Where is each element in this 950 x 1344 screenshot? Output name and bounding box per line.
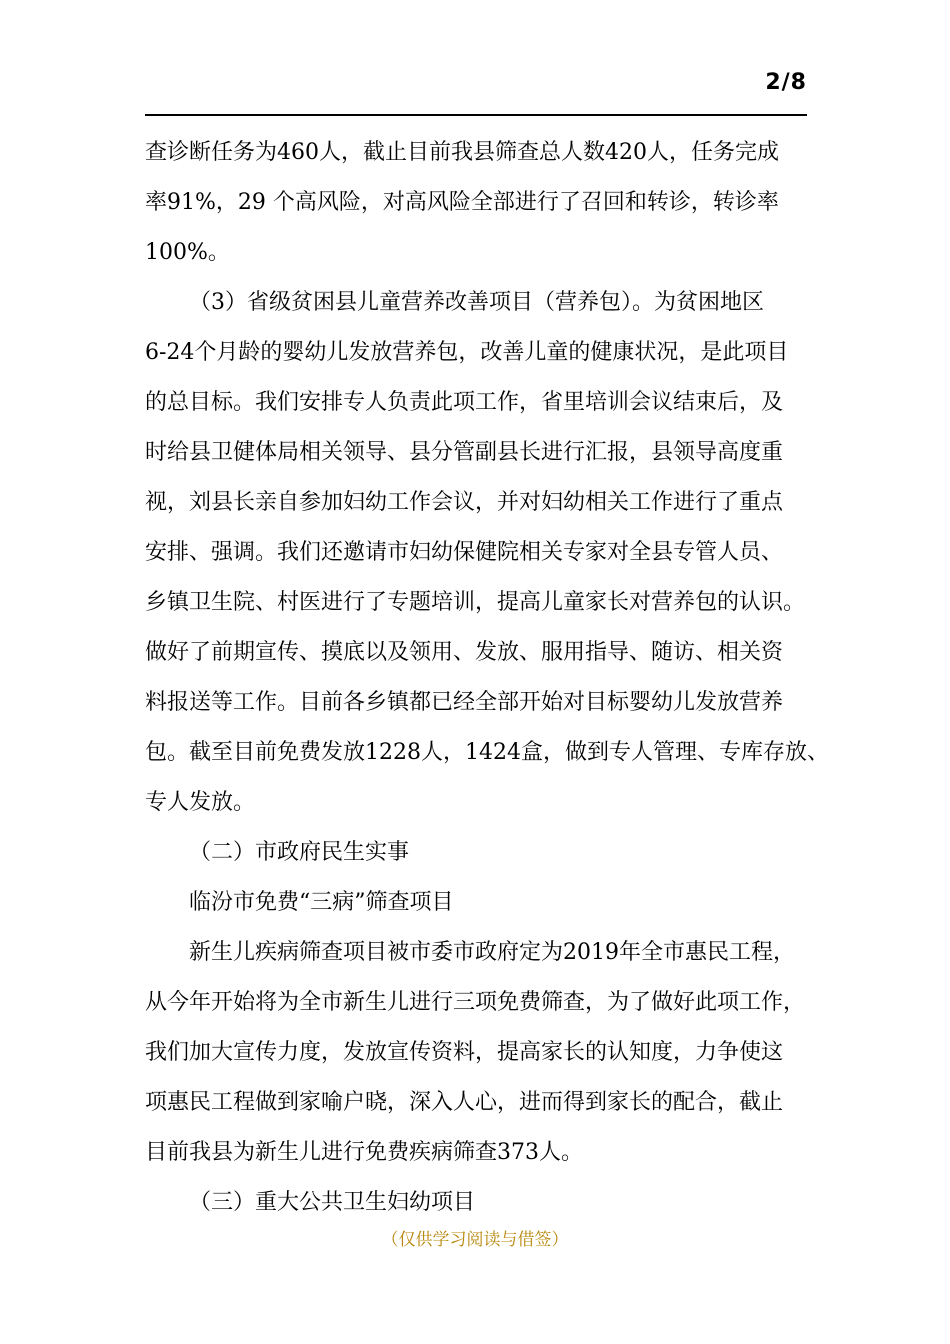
body-line: 查诊断任务为460人，截止目前我县筛查总人数420人，任务完成 bbox=[145, 140, 779, 165]
body-line: 乡镇卫生院、村医进行了专题培训，提高儿童家长对营养包的认识。 bbox=[145, 590, 806, 615]
page-number: 2/8 bbox=[765, 70, 807, 95]
body-line: 从今年开始将为全市新生儿进行三项免费筛查，为了做好此项工作， bbox=[145, 990, 806, 1015]
body-line: 专人发放。 bbox=[145, 790, 256, 815]
footer-disclaimer: （仅供学习阅读与借签） bbox=[381, 1230, 569, 1250]
body-line: 100%。 bbox=[145, 240, 230, 265]
header-divider bbox=[145, 114, 807, 116]
body-line: 项惠民工程做到家喻户晓，深入人心，进而得到家长的配合，截止 bbox=[145, 1090, 784, 1115]
body-line: 料报送等工作。目前各乡镇都已经全部开始对目标婴幼儿发放营养 bbox=[145, 690, 784, 715]
body-line: 视，刘县长亲自参加妇幼工作会议，并对妇幼相关工作进行了重点 bbox=[145, 490, 784, 515]
section-heading-public-health: （三）重大公共卫生妇幼项目 bbox=[189, 1190, 476, 1215]
body-line: 目前我县为新生儿进行免费疾病筛查373人。 bbox=[145, 1140, 583, 1165]
document-body bbox=[145, 128, 829, 1228]
section-heading-municipal-livelihood: （二）市政府民生实事 bbox=[189, 840, 410, 865]
body-line: 率91%，29 个高风险，对高风险全部进行了召回和转诊，转诊率 bbox=[145, 190, 779, 215]
body-line: 6-24个月龄的婴幼儿发放营养包，改善儿童的健康状况，是此项目 bbox=[145, 340, 789, 365]
body-line: 的总目标。我们安排专人负责此项工作，省里培训会议结束后，及 bbox=[145, 390, 784, 415]
subsection-heading-screening-project: 临汾市免费“三病”筛查项目 bbox=[189, 890, 454, 915]
body-line: 时给县卫健体局相关领导、县分管副县长进行汇报，县领导高度重 bbox=[145, 440, 784, 465]
body-line: 做好了前期宣传、摸底以及领用、发放、服用指导、随访、相关资 bbox=[145, 640, 784, 665]
body-line: 安排、强调。我们还邀请市妇幼保健院相关专家对全县专管人员、 bbox=[145, 540, 784, 565]
body-line: 我们加大宣传力度，发放宣传资料，提高家长的认知度，力争使这 bbox=[145, 1040, 784, 1065]
body-line: 包。截至目前免费发放1228人，1424盒，做到专人管理、专库存放、 bbox=[145, 740, 829, 765]
body-line: 新生儿疾病筛查项目被市委市政府定为2019年全市惠民工程， bbox=[189, 940, 795, 965]
paragraph-heading-nutrition-pack: （3）省级贫困县儿童营养改善项目（营养包）。为贫困地区 bbox=[189, 290, 764, 315]
